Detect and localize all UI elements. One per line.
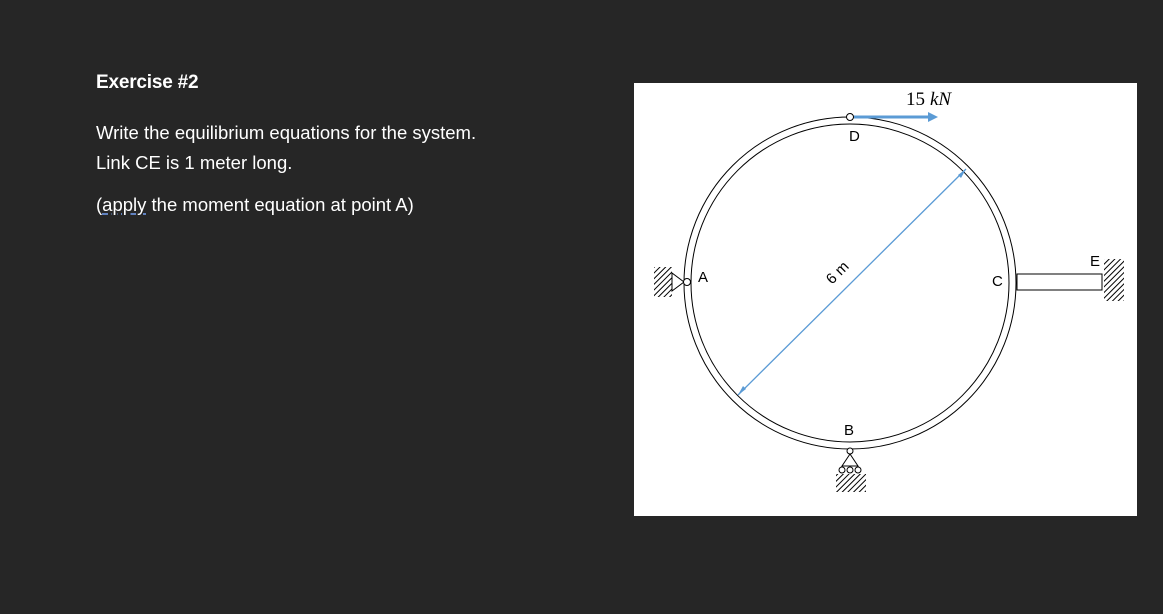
exercise-title: Exercise #2: [96, 72, 199, 93]
force-arrowhead: [928, 112, 938, 122]
force-value: 15: [906, 89, 925, 110]
instruction-note: [96, 194, 616, 216]
label-b: B: [844, 422, 855, 439]
ring-diagram: [634, 83, 1137, 516]
label-a: A: [698, 269, 709, 286]
support-a-triangle: [672, 273, 684, 291]
wall-a: [654, 267, 672, 297]
label-e: E: [1090, 253, 1101, 270]
pin-d: [847, 114, 854, 121]
note-rest: the moment equation at point A): [146, 194, 414, 215]
instruction-line-2: Link CE is 1 meter long.: [96, 152, 293, 173]
link-ce: [1017, 274, 1102, 290]
note-underlined-word: apply: [102, 194, 147, 215]
note-open-paren: (: [96, 194, 103, 215]
diameter-arrow: [738, 169, 966, 395]
roller-b-3: [855, 467, 861, 473]
pin-a: [684, 279, 691, 286]
force-unit: kN: [930, 89, 952, 110]
support-b-triangle: [842, 454, 858, 466]
ground-b: [836, 474, 866, 492]
wall-e: [1104, 259, 1124, 301]
instruction-line-1: Write the equilibrium equations for the system.: [96, 122, 477, 143]
label-d: D: [849, 128, 860, 145]
diameter-label: 6 m: [822, 258, 853, 288]
ring-diagram-svg: [634, 83, 1137, 516]
label-c: C: [992, 273, 1003, 290]
force-label: [906, 89, 952, 110]
exercise-text: [96, 72, 616, 216]
roller-b-2: [847, 467, 853, 473]
roller-b-1: [839, 467, 845, 473]
ring-outer: [684, 117, 1016, 449]
